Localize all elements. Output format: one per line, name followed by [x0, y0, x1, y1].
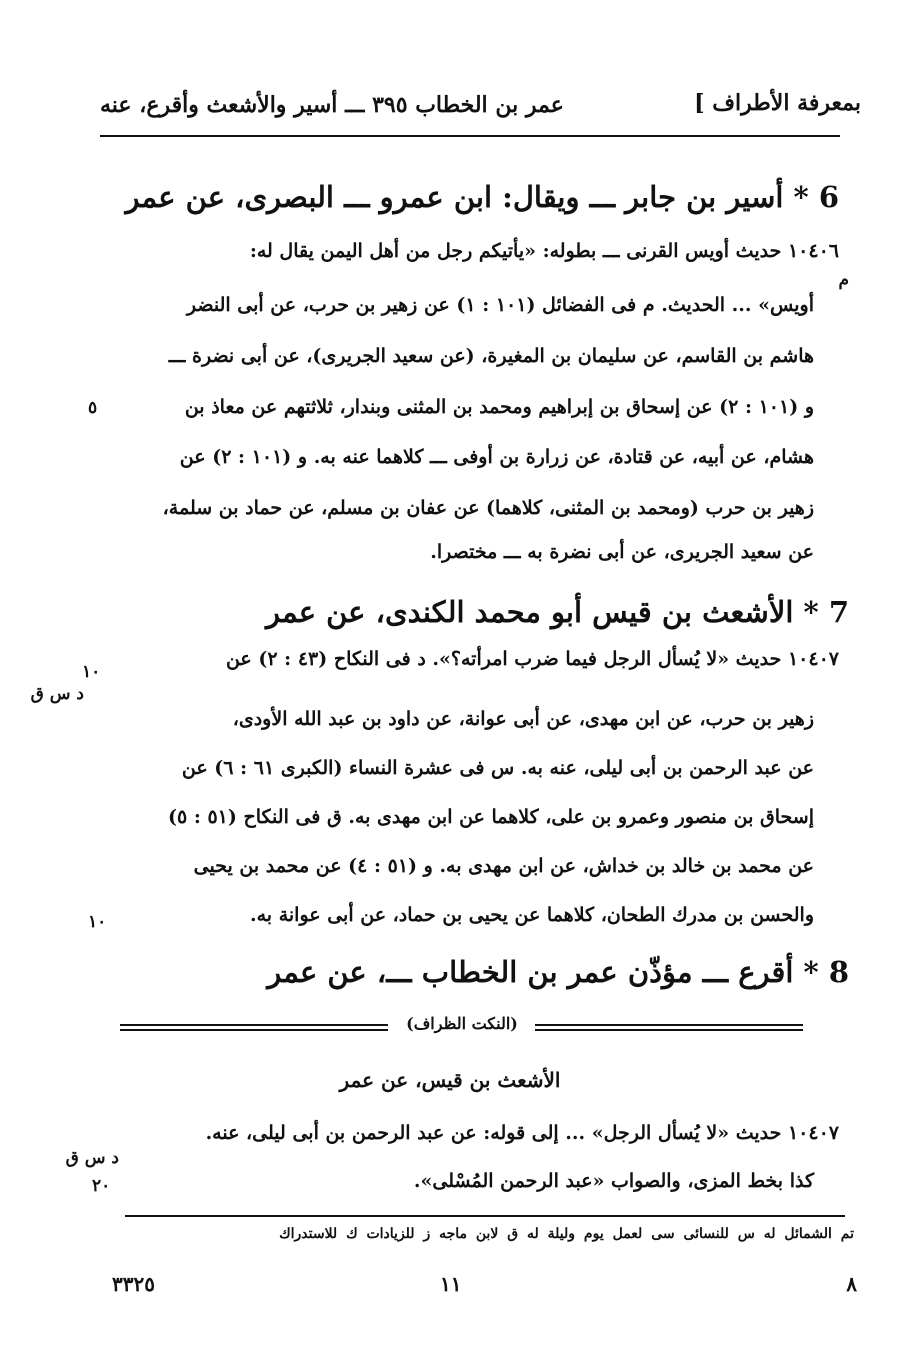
section-rule-right-top — [535, 1024, 803, 1026]
hadith-10406-line-1: ١٠٤٠٦ حديث أويس القرنى ـــ بطوله: «يأتيكم رجل من أهل اليمن يقال له: — [249, 240, 839, 262]
section-line-1: ١٠٤٠٧ حديث «لا يُسأل الرجل» ... إلى قوله: عن عبد الرحمن بن أبى ليلى، عنه. — [205, 1122, 839, 1144]
hadith-10406-line-3: هاشم بن القاسم، عن سليمان بن المغيرة، (عن سعيد الجريرى)، عن أبى نضرة ـــ — [168, 345, 814, 367]
hadith-10406-line-6: زهير بن حرب (ومحمد بن المثنى، كلاهما) عن عفان بن مسلم، عن حماد بن سلمة، — [162, 497, 814, 519]
entry-8-heading: 8 * أقرع ـــ مؤذّن عمر بن الخطاب ـــ، عن عمر — [267, 955, 849, 989]
hadith-10407-line-6: والحسن بن مدرك الطحان، كلاهما عن يحيى بن حماد، عن أبى عوانة به. — [250, 904, 814, 926]
hadith-10406-line-4: و (١٠١ : ٢) عن إسحاق بن إبراهيم ومحمد بن المثنى وبندار، ثلاثتهم عن معاذ بن — [184, 396, 814, 418]
entry-6-heading: 6 * أسير بن جابر ـــ ويقال: ابن عمرو ـــ البصرى، عن عمر — [125, 180, 839, 214]
section-rule-left-top — [120, 1024, 388, 1026]
abbreviation-legend: تم الشمائل له س للنسائى سى لعمل يوم وليلة له ق لابن ماجه ز للزيادات ك للاستدراك — [279, 1226, 854, 1242]
hadith-10407-line-2: زهير بن حرب، عن ابن مهدى، عن أبى عوانة، عن داود بن عبد الله الأودى، — [232, 708, 814, 730]
hadith-10407-line-5: عن محمد بن خالد بن خداش، عن ابن مهدى به. و (٥١ : ٤) عن محمد بن يحيى — [193, 855, 814, 877]
margin-twenty: ٢٠ — [92, 1176, 111, 1196]
hadith-10406-line-2: أويس» ... الحديث. م فى الفضائل (١٠١ : ١) عن زهير بن حرب، عن أبى النضر — [186, 294, 814, 316]
hadith-10407-line-4: إسحاق بن منصور وعمرو بن على، كلاهما عن ابن مهدى به. ق فى النكاح (٥١ : ٥) — [168, 806, 814, 828]
margin-five: ٥ — [88, 398, 98, 418]
page-number-left: ٣٣٢٥ — [112, 1272, 155, 1296]
margin-mim: م — [838, 270, 849, 290]
hadith-10406-line-5: هشام، عن أبيه، عن قتادة، عن زرارة بن أوفى ـــ كلاهما عنه به. و (١٠١ : ٢) عن — [179, 446, 814, 468]
section-subtitle: الأشعث بن قيس، عن عمر — [339, 1068, 561, 1092]
section-title: (النكت الظراف) — [406, 1014, 518, 1033]
header-rule — [100, 135, 840, 137]
page-number-right: ٨ — [846, 1272, 857, 1296]
margin-ten: ١٠ — [82, 662, 101, 682]
section-rule-right-bottom — [535, 1029, 803, 1031]
section-rule-left-bottom — [120, 1029, 388, 1031]
margin-dsq: د س ق — [30, 684, 84, 704]
margin-dsq-2: د س ق — [65, 1148, 119, 1168]
running-head-left: بمعرفة الأطراف ] — [694, 90, 861, 116]
hadith-10407-line-3: عن عبد الرحمن بن أبى ليلى، عنه به. س فى عشرة النساء (الكبرى ٦١ : ٦) عن — [181, 757, 814, 779]
hadith-10407-line-1: ١٠٤٠٧ حديث «لا يُسأل الرجل فيما ضرب امرأته؟». د فى النكاح (٤٣ : ٢) عن — [225, 648, 839, 670]
hadith-10406-line-7: عن سعيد الجريرى، عن أبى نضرة به ـــ مختصرا. — [430, 541, 814, 563]
section-line-2: كذا بخط المزى، والصواب «عبد الرحمن المُسْلى». — [413, 1170, 814, 1192]
entry-7-heading: 7 * الأشعث بن قيس أبو محمد الكندى، عن عمر — [265, 595, 849, 629]
footer-rule — [125, 1215, 845, 1217]
margin-ten-2: ١٠ — [88, 912, 107, 932]
page-number-center: ١١ — [440, 1272, 462, 1296]
running-head-right: عمر بن الخطاب ٣٩٥ ـــ أسير والأشعث وأقرع، عنه — [100, 92, 564, 118]
